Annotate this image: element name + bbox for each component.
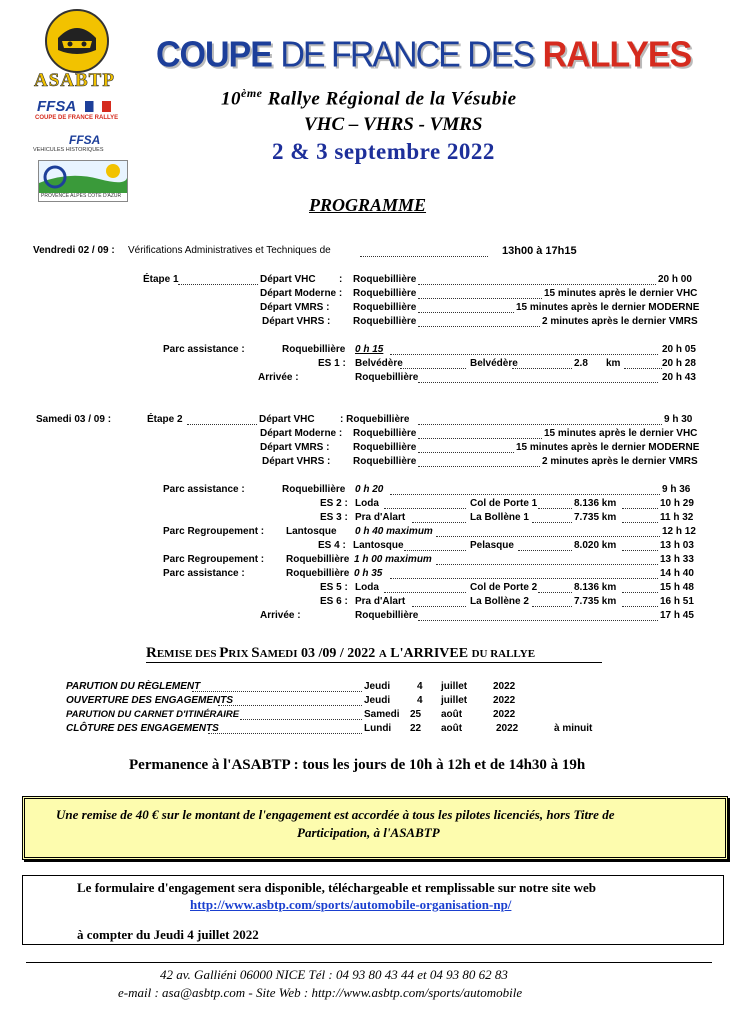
ffsa-rallye-logo: FFSA COUPE DE FRANCE RALLYE xyxy=(35,98,119,121)
friday-etape: Étape 1 xyxy=(143,274,179,285)
friday-es1-label: ES 1 : xyxy=(318,358,346,369)
saturday-day: Samedi 03 / 09 : xyxy=(36,414,112,425)
event-dates: 2 & 3 septembre 2022 xyxy=(272,139,495,164)
ligue-emblem-icon xyxy=(39,161,127,193)
friday-start-time-0: 20 h 00 xyxy=(658,274,692,285)
friday-start-label-3: Départ VHRS : xyxy=(262,316,331,327)
form-line-3: à compter du Jeudi 4 juillet 2022 xyxy=(77,927,259,942)
friday-verif: Vérifications Administratives et Techniques de xyxy=(128,245,331,256)
asabtp-logo-text: ASABTP xyxy=(34,70,115,91)
deadline-label-3: CLÔTURE DES ENGAGEMENTS xyxy=(66,723,219,734)
deadline-label-0: PARUTION DU RÈGLEMENT xyxy=(66,681,201,692)
programme-heading: PROGRAMME xyxy=(309,195,427,215)
friday-parc-label: Parc assistance : xyxy=(163,344,245,355)
form-link[interactable]: http://www.asbtp.com/sports/automobile-organisation-np/ xyxy=(190,897,512,912)
deadline-label-2: PARUTION DU CARNET D'ITINÉRAIRE xyxy=(66,709,240,720)
friday-verif-time: 13h00 à 17h15 xyxy=(502,245,577,257)
asabtp-logo xyxy=(30,8,125,96)
edition-line: 10ème Rallye Régional de la Vésubie xyxy=(221,86,517,110)
friday-day: Vendredi 02 / 09 : xyxy=(33,245,115,256)
permanence-text: Permanence à l'ASABTP : tous les jours de 10h à 12h et de 14h30 à 19h xyxy=(129,757,586,773)
discount-line-2: Participation, à l'ASABTP xyxy=(297,825,440,840)
friday-start-label-2: Départ VMRS : xyxy=(260,302,330,313)
flag-icon xyxy=(85,101,111,112)
ligue-logo: PROVENCE ALPES COTE D'AZUR xyxy=(38,160,128,202)
friday-start-label-0: Départ VHC xyxy=(260,274,316,285)
saturday-etape: Étape 2 xyxy=(147,414,183,425)
deadline-label-1: OUVERTURE DES ENGAGEMENTS xyxy=(66,695,234,706)
helmet-icon xyxy=(30,8,125,74)
footer-address: 42 av. Galliéni 06000 NICE Tél : 04 93 80 43 44 et 04 93 80 62 83 xyxy=(160,967,508,982)
friday-start-label-1: Départ Moderne : xyxy=(260,288,343,299)
categories: VHC – VHRS - VMRS xyxy=(304,114,483,135)
friday-start-place-0: Roquebillière xyxy=(353,274,417,285)
sat-row-label: Parc assistance : xyxy=(163,484,245,495)
ffsa-vh-logo: FFSA VEHICULES HISTORIQUES xyxy=(33,133,104,153)
footer-contact: e-mail : asa@asbtp.com - Site Web : http://www.asbtp.com/sports/automobile xyxy=(118,985,523,1000)
prize-heading: REMISE DES PRIX SAMEDI 03 /09 / 2022 A L'ARRIVEE DU RALLYE xyxy=(146,645,536,661)
friday-arrivee-label: Arrivée : xyxy=(258,372,299,383)
discount-line-1: Une remise de 40 € sur le montant de l'engagement est accordée à tous les pilotes licenciés, hors Titre de xyxy=(56,807,615,822)
form-line-1: Le formulaire d'engagement sera disponible, téléchargeable et remplissable sur notre site web xyxy=(77,880,596,895)
page-title: COUPE DE FRANCE DES RALLYES xyxy=(156,35,692,75)
